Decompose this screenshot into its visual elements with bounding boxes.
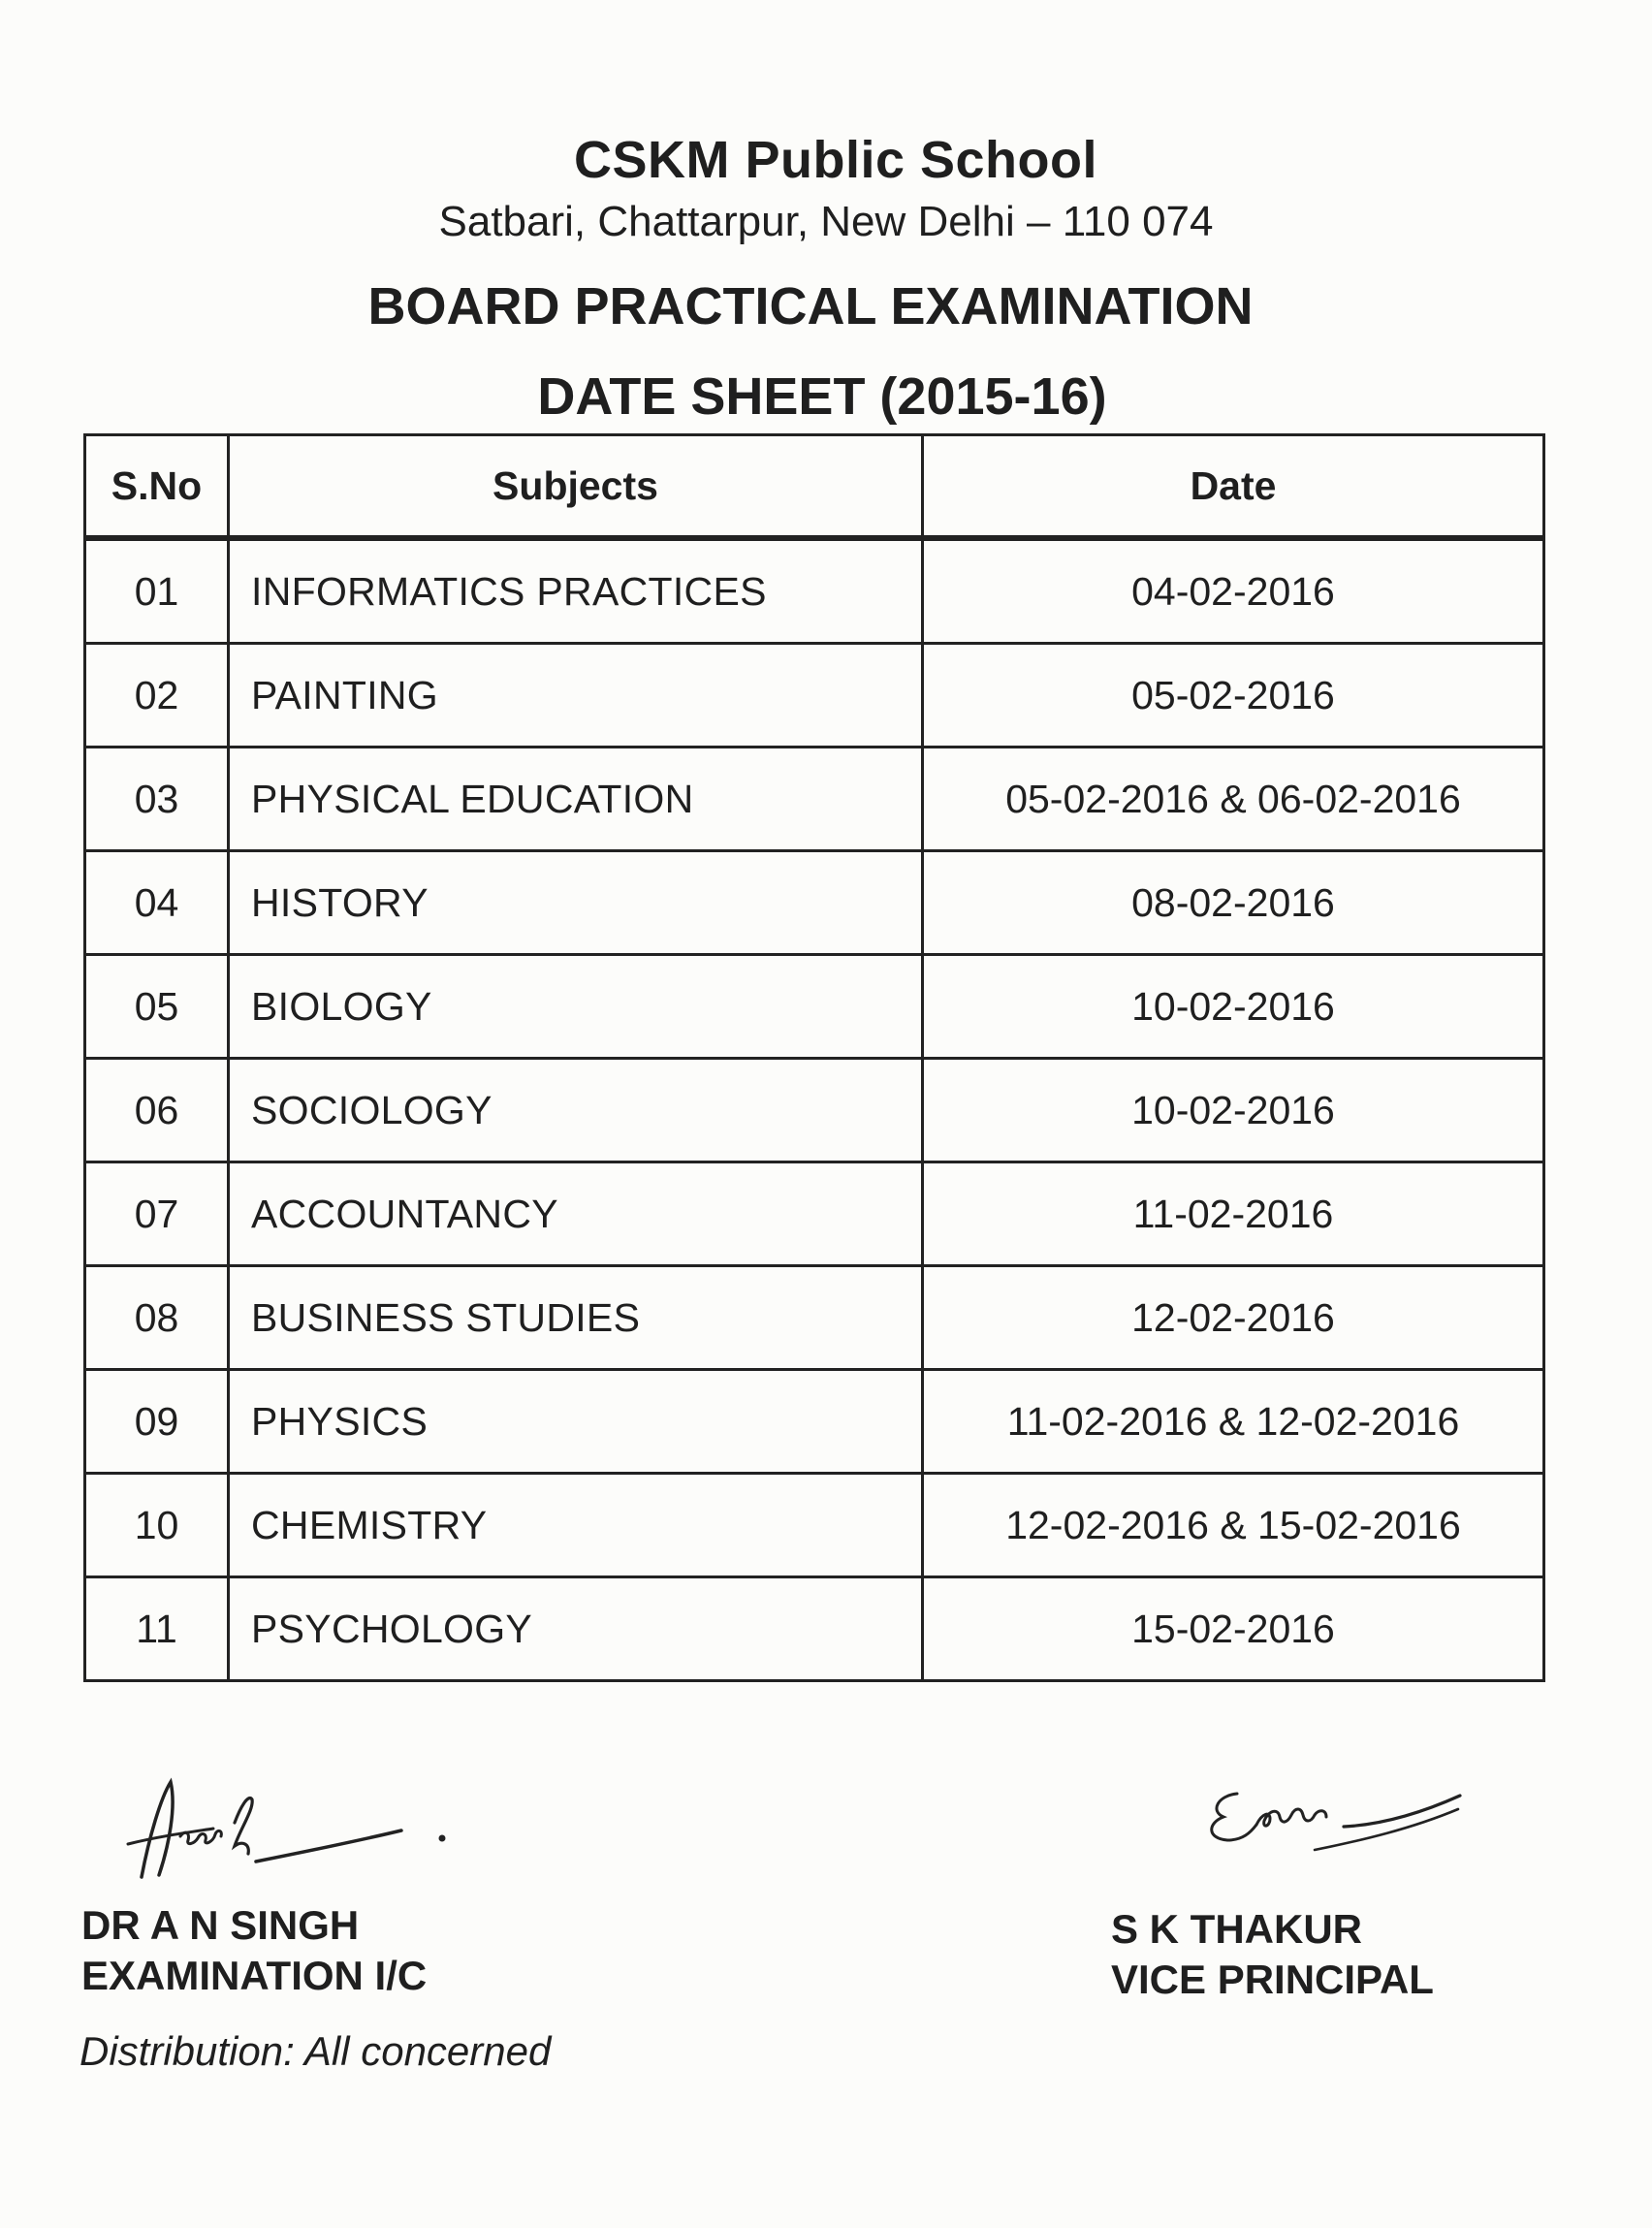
row-sno: 10 xyxy=(85,1474,229,1577)
row-sno: 07 xyxy=(85,1162,229,1266)
row-date: 05-02-2016 & 06-02-2016 xyxy=(923,748,1544,851)
row-date: 12-02-2016 xyxy=(923,1266,1544,1370)
row-date: 11-02-2016 & 12-02-2016 xyxy=(923,1370,1544,1474)
table-row xyxy=(85,748,1544,851)
right-signatory-role: VICE PRINCIPAL xyxy=(1111,1957,1434,2002)
table-row xyxy=(85,1474,1544,1577)
table-row xyxy=(85,1370,1544,1474)
row-subject: BIOLOGY xyxy=(229,955,923,1059)
table-row xyxy=(85,1577,1544,1681)
exam-title: BOARD PRACTICAL EXAMINATION xyxy=(367,277,1254,335)
school-address: Satbari, Chattarpur, New Delhi – 110 074 xyxy=(438,198,1214,245)
row-subject: CHEMISTRY xyxy=(229,1474,923,1577)
row-sno: 08 xyxy=(85,1266,229,1370)
school-name: CSKM Public School xyxy=(573,131,1098,189)
row-subject: BUSINESS STUDIES xyxy=(229,1266,923,1370)
table-row xyxy=(85,1162,1544,1266)
row-sno: 05 xyxy=(85,955,229,1059)
table-row xyxy=(85,538,1544,644)
row-date: 15-02-2016 xyxy=(923,1577,1544,1681)
column-header-sno: S.No xyxy=(85,435,229,539)
table-row xyxy=(85,851,1544,955)
row-subject: PHYSICS xyxy=(229,1370,923,1474)
date-sheet-table xyxy=(83,433,1545,1682)
left-signatory-name: DR A N SINGH xyxy=(81,1902,360,1948)
row-date: 08-02-2016 xyxy=(923,851,1544,955)
table-header-row xyxy=(85,435,1544,539)
row-date: 11-02-2016 xyxy=(923,1162,1544,1266)
row-sno: 01 xyxy=(85,538,229,644)
date-sheet-title: DATE SHEET (2015-16) xyxy=(537,367,1107,426)
row-subject: SOCIOLOGY xyxy=(229,1059,923,1162)
row-subject: PSYCHOLOGY xyxy=(229,1577,923,1681)
table-row xyxy=(85,1059,1544,1162)
row-sno: 04 xyxy=(85,851,229,955)
column-header-date: Date xyxy=(923,435,1544,539)
row-sno: 06 xyxy=(85,1059,229,1162)
row-date: 10-02-2016 xyxy=(923,955,1544,1059)
row-subject: PAINTING xyxy=(229,644,923,748)
row-sno: 11 xyxy=(85,1577,229,1681)
row-subject: ACCOUNTANCY xyxy=(229,1162,923,1266)
table-row xyxy=(85,644,1544,748)
signature-left xyxy=(120,1768,469,1894)
row-sno: 02 xyxy=(85,644,229,748)
row-date: 04-02-2016 xyxy=(923,538,1544,644)
table-row xyxy=(85,1266,1544,1370)
row-subject: HISTORY xyxy=(229,851,923,955)
signature-right xyxy=(1198,1776,1479,1873)
row-date: 12-02-2016 & 15-02-2016 xyxy=(923,1474,1544,1577)
distribution-note: Distribution: All concerned xyxy=(79,2028,552,2074)
column-header-subjects: Subjects xyxy=(229,435,923,539)
row-date: 10-02-2016 xyxy=(923,1059,1544,1162)
row-date: 05-02-2016 xyxy=(923,644,1544,748)
table-row xyxy=(85,955,1544,1059)
row-sno: 09 xyxy=(85,1370,229,1474)
left-signatory-role: EXAMINATION I/C xyxy=(81,1953,428,1998)
row-subject: PHYSICAL EDUCATION xyxy=(229,748,923,851)
row-subject: INFORMATICS PRACTICES xyxy=(229,538,923,644)
right-signatory-name: S K THAKUR xyxy=(1111,1906,1362,1952)
row-sno: 03 xyxy=(85,748,229,851)
